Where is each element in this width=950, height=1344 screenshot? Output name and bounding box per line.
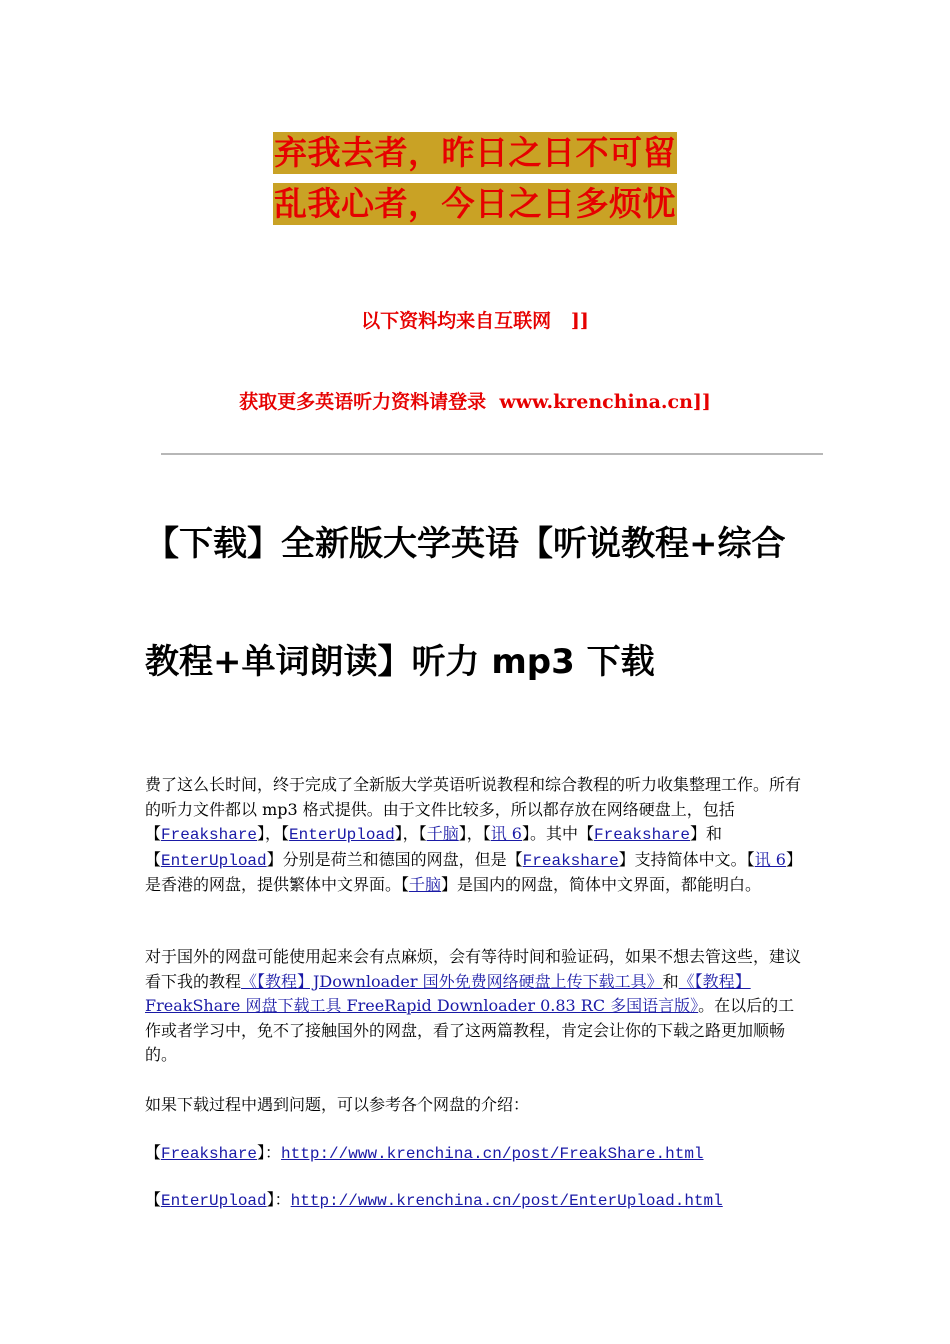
link-enterupload[interactable]: EnterUpload (289, 826, 395, 845)
poem-line-1 (0, 132, 950, 174)
paragraph-help: 如果下载过程中遇到问题，可以参考各个网盘的介绍： (145, 1095, 530, 1114)
text: 和 (662, 971, 679, 991)
link-enterupload[interactable]: EnterUpload (161, 1192, 267, 1210)
paragraph-intro (145, 773, 805, 898)
link-enterupload-url[interactable]: http://www.krenchina.cn/post/EnterUpload.html (290, 1192, 723, 1210)
link-freakshare[interactable]: Freakshare (522, 851, 619, 870)
link-freakshare-url[interactable]: http://www.krenchina.cn/post/FreakShare.html (281, 1145, 704, 1163)
bracket: 】： (266, 1190, 291, 1209)
text: 】和【 (145, 824, 723, 869)
link-jdownloader-tutorial[interactable]: 《【教程】JDownloader 国外免费网络硬盘上传下载工具》 (241, 971, 663, 991)
article-title-line-2: 教程+单词朗读】听力 mp3 下载 (145, 642, 655, 682)
link-freakshare[interactable]: Freakshare (161, 1145, 258, 1163)
bracket: 】： (257, 1143, 282, 1162)
link-xun6[interactable]: 讯 6 (754, 849, 786, 869)
freakshare-intro-line (145, 1141, 805, 1167)
enterupload-intro-line (145, 1188, 805, 1214)
link-qiannao[interactable]: 千脑 (426, 824, 459, 844)
text: 对于国外的网盘可能使用起来会有点麻烦，会有等待时间和验证码，如果不想去管这些，建议看下我的教程 (145, 947, 802, 991)
link-freakshare[interactable]: Freakshare (594, 826, 691, 845)
text: 】，【 (394, 824, 427, 844)
paragraph-tutorials (145, 945, 805, 1068)
poem-line-1-text: 弃我去者，昨日之日不可留 (274, 133, 676, 172)
article-title-line-1: 【下载】全新版大学英语【听说教程+综合 (145, 524, 786, 564)
divider (161, 453, 823, 455)
text: 】是国内的网盘，简体中文界面，都能明白。 (441, 875, 762, 895)
poem-line-2 (0, 183, 950, 225)
link-enterupload[interactable]: EnterUpload (161, 851, 267, 870)
text: 】分别是荷兰和德国的网盘，但是【 (266, 849, 523, 869)
link-freakshare-tutorial[interactable]: 《【教程】FreakShare 网盘下载工具 FreeRapid Downloader 0.83 RC 多国语言版》 (145, 971, 751, 1016)
link-xun6[interactable]: 讯 6 (490, 824, 522, 844)
bracket: 【 (145, 1143, 162, 1162)
text: 】，【 (458, 824, 491, 844)
text: 费了这么长时间，终于完成了全新版大学英语听说教程和综合教程的听力收集整理工作。所有的听力文件都以 mp3 格式提供。由于文件比较多，所以都存放在网络硬盘上，包括【 (145, 775, 802, 844)
more-resources-notice: 获取更多英语听力资料请登录 www.krenchina.cn]] (239, 391, 711, 413)
text: 】是香港的网盘，提供繁体中文界面。【 (145, 849, 802, 895)
text: 】，【 (257, 824, 290, 844)
source-notice: 以下资料均来自互联网 ]] (361, 310, 589, 332)
text: 。在以后的工作或者学习中，免不了接触国外的网盘，看了这两篇教程，肯定会让你的下载之路更加顺畅的。 (145, 996, 795, 1065)
poem-line-2-text: 乱我心者，今日之日多烦忧 (274, 184, 676, 223)
link-qiannao[interactable]: 千脑 (409, 875, 442, 895)
text: 】。其中【 (522, 824, 595, 844)
bracket: 【 (145, 1190, 162, 1209)
link-freakshare[interactable]: Freakshare (161, 826, 258, 845)
text: 】支持简体中文。【 (618, 849, 755, 869)
